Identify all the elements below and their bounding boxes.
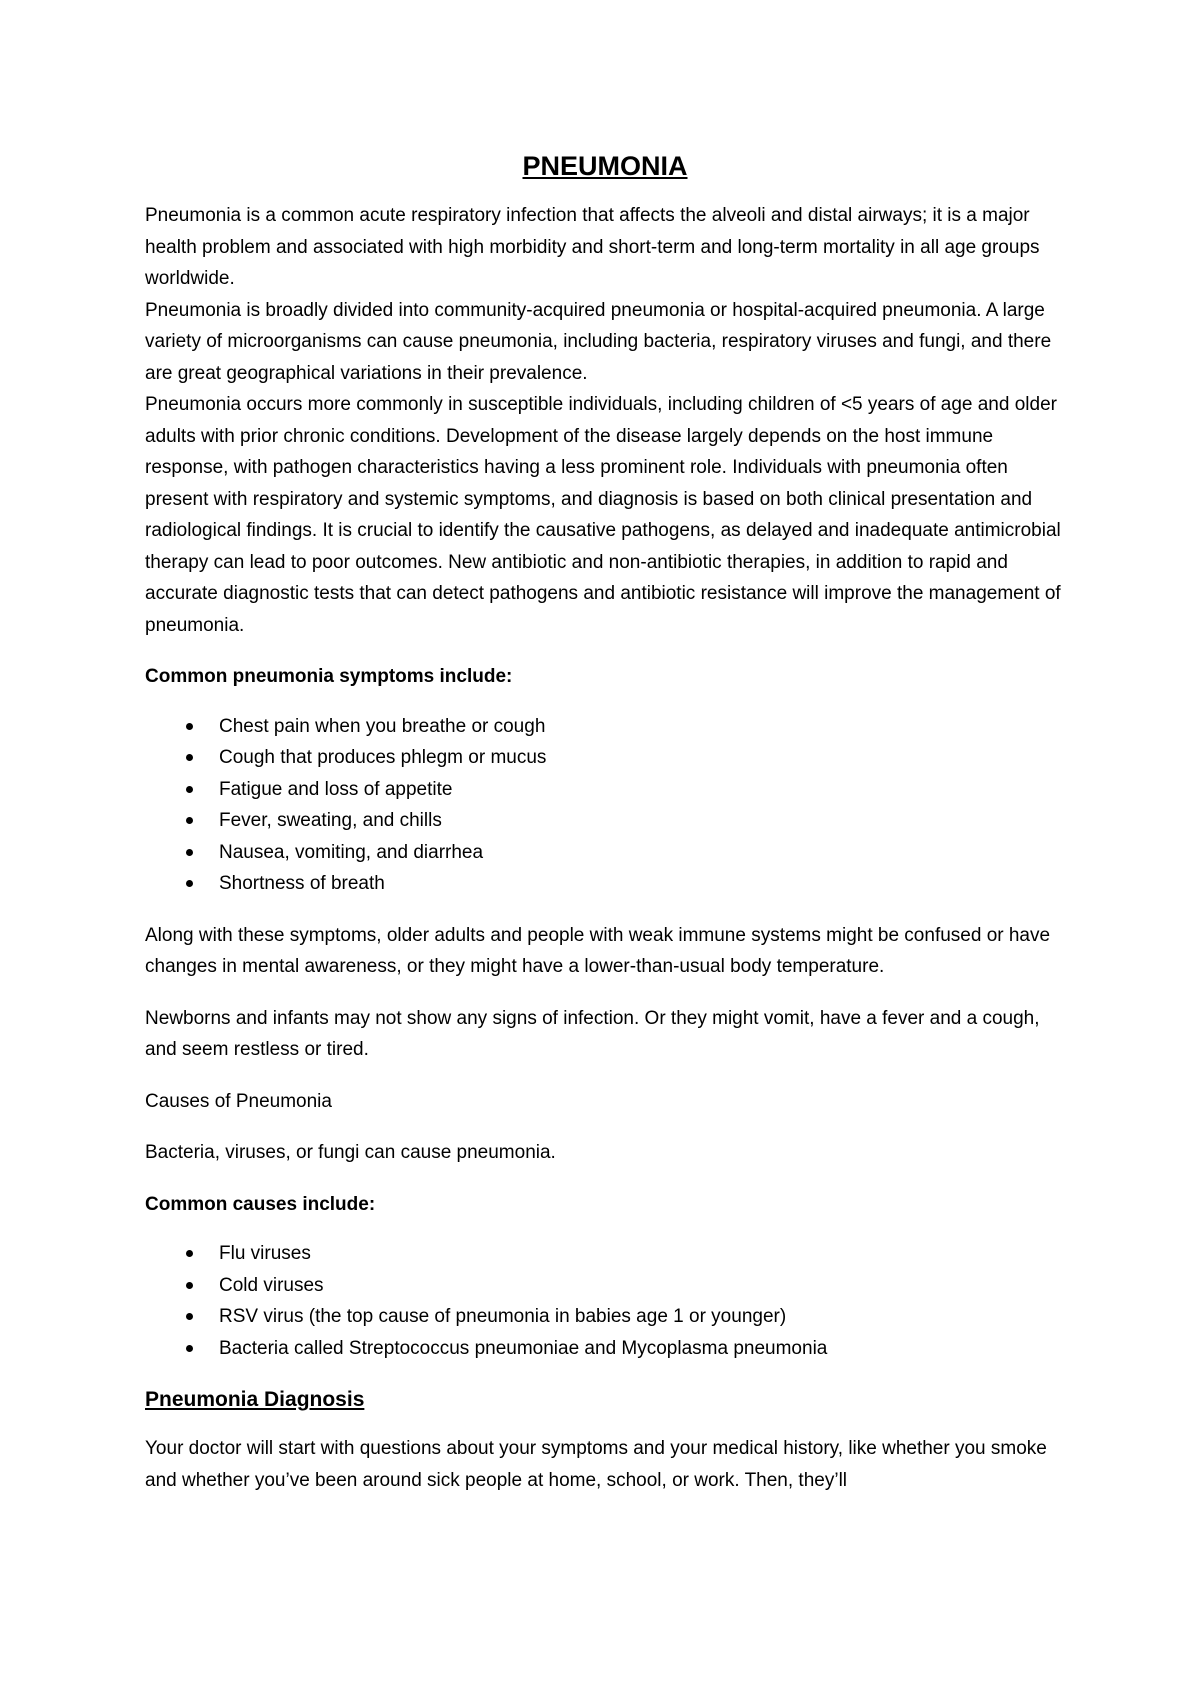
bullet-icon xyxy=(186,754,193,761)
list-item xyxy=(145,868,1065,900)
list-item-text: Nausea, vomiting, and diarrhea xyxy=(219,841,484,863)
causes-list xyxy=(145,1238,1065,1364)
list-item xyxy=(145,774,1065,806)
newborns-paragraph: Newborns and infants may not show any signs of infection. Or they might vomit, have a fever and a cough, and seem restless or tired. xyxy=(145,1007,1040,1060)
intro-paragraph-3: Pneumonia occurs more commonly in susceptible individuals, including children of <5 years of age and older adults with prior chronic conditions. Development of the disease largely depends on the host immune response, with pathogen characteristics having a less prominent role. Individuals with pneumonia often present with respiratory and systemic symptoms, and diagnosis is based on both clinical presentation and radiological findings. It is crucial to identify the causative pathogens, as delayed and inadequate antimicrobial therapy can lead to poor outcomes. New antibiotic and non-antibiotic therapies, in addition to rapid and accurate diagnostic tests that can detect pathogens and antibiotic resistance will improve the management of pneumonia. xyxy=(145,394,1061,636)
intro-paragraph-1: Pneumonia is a common acute respiratory infection that affects the alveoli and distal airways; it is a major health problem and associated with high morbidity and short-term and long-term mortality in all age groups worldwide. xyxy=(145,205,1040,289)
bullet-icon xyxy=(186,849,193,856)
document-title: PNEUMONIA xyxy=(522,151,688,181)
symptoms-heading: Common pneumonia symptoms include: xyxy=(145,666,513,687)
list-item xyxy=(145,1270,1065,1302)
intro-paragraph-2: Pneumonia is broadly divided into community-acquired pneumonia or hospital-acquired pneumonia. A large variety of microorganisms can cause pneumonia, including bacteria, respiratory viruses and fungi, and there are great geographical variations in their prevalence. xyxy=(145,299,1052,384)
list-item xyxy=(145,1238,1065,1270)
list-item-text: Flu viruses xyxy=(219,1243,311,1264)
list-item-text: Cold viruses xyxy=(219,1274,324,1296)
diagnosis-paragraph: Your doctor will start with questions about your symptoms and your medical history, like whether you smoke and whether you’ve been around sick people at home, school, or work. Then, they’ll xyxy=(145,1438,1047,1491)
bullet-icon xyxy=(186,1345,193,1352)
causes-heading: Common causes include: xyxy=(145,1193,376,1215)
older-adults-paragraph: Along with these symptoms, older adults and people with weak immune systems might be confused or have changes in mental awareness, or they might have a lower-than-usual body temperature. xyxy=(145,924,1051,977)
list-item-text: Bacteria called Streptococcus pneumoniae and Mycoplasma pneumonia xyxy=(219,1337,828,1359)
bullet-icon xyxy=(186,1282,193,1289)
list-item xyxy=(145,742,1065,774)
bullet-icon xyxy=(186,1313,193,1320)
bullet-icon xyxy=(186,880,193,887)
list-item-text: Shortness of breath xyxy=(219,873,385,894)
list-item xyxy=(145,805,1065,837)
list-item-text: Cough that produces phlegm or mucus xyxy=(219,747,547,768)
bullet-icon xyxy=(186,1250,193,1257)
document-page xyxy=(145,148,1065,1496)
diagnosis-heading: Pneumonia Diagnosis xyxy=(145,1388,365,1411)
list-item xyxy=(145,711,1065,743)
list-item-text: Fever, sweating, and chills xyxy=(219,810,442,831)
list-item xyxy=(145,837,1065,869)
symptoms-list xyxy=(145,711,1065,900)
bullet-icon xyxy=(186,723,193,730)
list-item xyxy=(145,1301,1065,1333)
bullet-icon xyxy=(186,786,193,793)
list-item-text: Chest pain when you breathe or cough xyxy=(219,715,546,737)
list-item-text: Fatigue and loss of appetite xyxy=(219,778,453,800)
list-item-text: RSV virus (the top cause of pneumonia in babies age 1 or younger) xyxy=(219,1306,787,1327)
bullet-icon xyxy=(186,817,193,824)
causes-intro: Bacteria, viruses, or fungi can cause pneumonia. xyxy=(145,1142,556,1163)
causes-title: Causes of Pneumonia xyxy=(145,1090,332,1112)
list-item xyxy=(145,1333,1065,1365)
